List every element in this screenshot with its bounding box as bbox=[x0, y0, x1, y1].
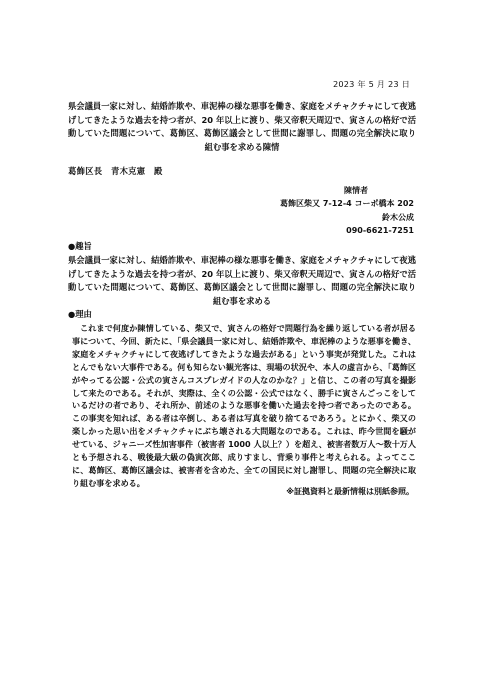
reason-body: これまで何度か陳情している、柴又で、寅さんの格好で問題行為を繰り返している者が居る事について、今回、新たに、「県会議員一家に対し、結婚詐欺や、車泥棒のような悪事を働き、家庭をメチャクチャにして夜逃げしてきたような過去がある」という事実が発覚した。これはとんでもない大事件である。何も知らない観光客は、現場の状況や、本人の虚言から、「葛飾区がやってる公認・公式の寅さんコスプレガイドの人なのかな？」と信じ、この者の写真を撮影して来たのである。それが、実際は、全くの公認・公式ではなく、勝手に寅さんごっこをしているだけの者であり、それ所か、前述のような悪事を働いた過去を持つ者であったのである。この事実を知れば、ある者は卒倒し、ある者は写真を破り捨てるであろう。とにかく、柴又の楽しかった思い出をメチャクチャにぶち壊される大問題なのである。これは、昨今世間を騒がせている、ジャニーズ性加害事件（被害者 1000 人以上？）を超え、被害者数万人～数十万人とも予想される、戦後最大級の偽寅次郎、成りすまし、背乗り事件と考えられる。よってここに、葛飾区、葛飾区議会は、被害者を含めた、全ての国民に対し謝罪し、問題の完全解決に取り組む事を求める。 bbox=[72, 323, 416, 488]
purpose-body: 県会議員一家に対し、結婚詐欺や、車泥棒の様な悪事を働き、家庭をメチャクチャにして夜逃げしてきたような過去を持つ者が、20 年以上に渡り、柴又帝釈天周辺で、寅さんの格好で活動していた問題について、葛飾区、葛飾区議会として世間に謝罪し、問題の完全解決に取り組む事を求める bbox=[68, 255, 416, 306]
addressee: 葛飾区長 青木克憲 殿 bbox=[68, 166, 163, 176]
document-date: 2023 年 5 月 23 日 bbox=[332, 79, 410, 89]
petitioner-block bbox=[280, 184, 414, 238]
evidence-note: ※証拠資料と最新情報は別紙参照。 bbox=[286, 487, 414, 496]
purpose-heading: ●趣旨 bbox=[68, 241, 92, 251]
petition-title: 県会議員一家に対し、結婚詐欺や、車泥棒の様な悪事を働き、家庭をメチャクチャにして夜逃げしてきたような過去を持つ者が、20 年以上に渡り、柴又帝釈天周辺で、寅さんの格好で活動していた問題について、葛飾区、葛飾区議会として世間に謝罪し、問題の完全解決に取り組む事を求める陳情 bbox=[68, 101, 416, 152]
petitioner-phone: 090-6621-7251 bbox=[346, 226, 414, 236]
petitioner-label: 陳情者 bbox=[344, 186, 368, 195]
petitioner-address: 葛飾区柴又 7-12-4 コーポ橋本 202 bbox=[280, 199, 414, 209]
petitioner-name: 鈴木公成 bbox=[382, 212, 414, 222]
reason-heading: ●理由 bbox=[68, 309, 92, 319]
